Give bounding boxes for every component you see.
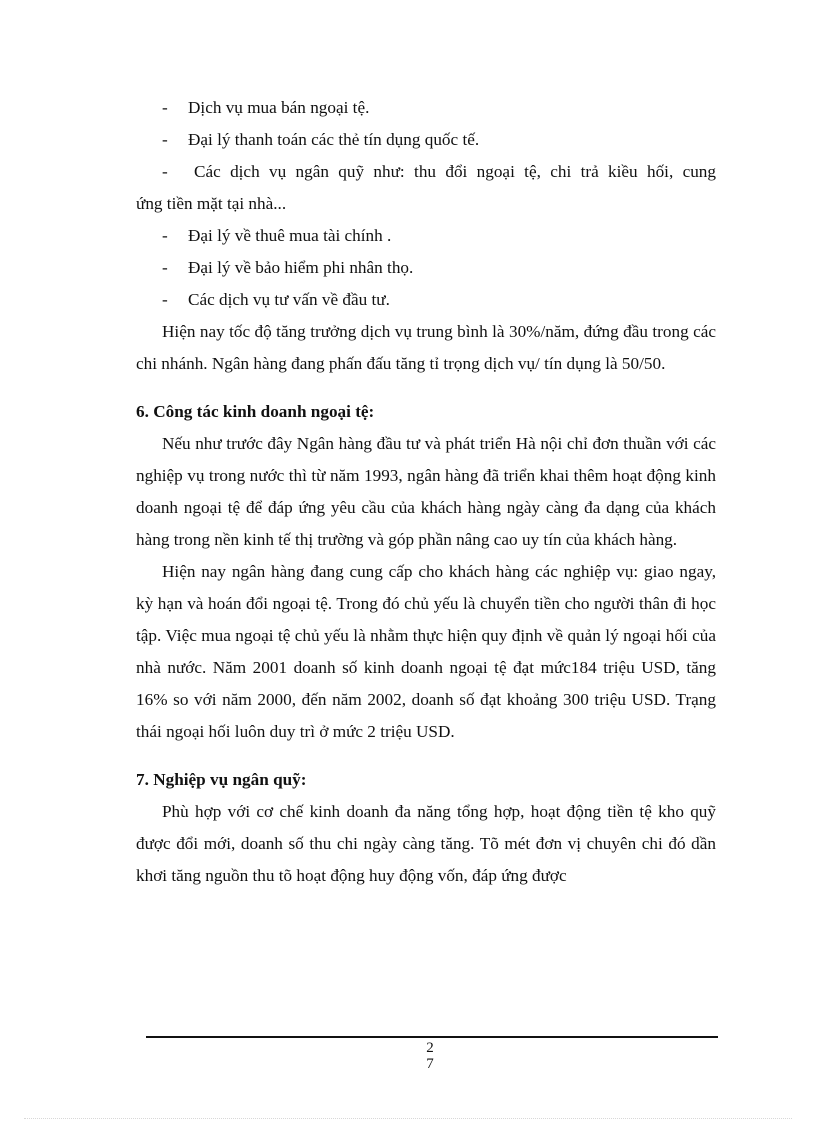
section-6-paragraph-1: Nếu như trước đây Ngân hàng đầu tư và phát triển Hà nội chỉ đơn thuần với các nghiệp vụ trong nước thì từ năm 1993, ngân hàng đã triển khai thêm hoạt động kinh doanh ngoại tệ để đáp ứng yêu cầu của khách hàng ngày càng đa dạng của khách hàng trong nền kinh tế thị trường và góp phần nâng cao uy tín của khách hàng.: [136, 434, 716, 549]
bullet-item-4: [136, 220, 716, 252]
bullet-dash: -: [162, 226, 168, 245]
bullet-text-continued: ứng tiền mặt tại nhà...: [136, 194, 287, 213]
footer-divider: [146, 1036, 718, 1038]
document-body: [136, 92, 716, 892]
bullet-item-5: [136, 252, 716, 284]
section-7-paragraph-1: Phù hợp với cơ chế kinh doanh đa năng tổng hợp, hoạt động tiền tệ kho quỹ được đổi mới, doanh số thu chi ngày càng tăng. Tõ mét đơn vị chuyên chi đó dần khơi tăng nguồn thu tõ hoạt động huy động vốn, đáp ứng được: [136, 802, 716, 885]
bullet-dash: -: [162, 162, 168, 181]
page-edge-divider: [24, 1118, 792, 1119]
bullet-text: Dịch vụ mua bán ngoại tệ.: [188, 98, 370, 117]
bullet-text: Đại lý thanh toán các thẻ tín dụng quốc tế.: [188, 130, 480, 149]
intro-paragraph: Hiện nay tốc độ tăng trưởng dịch vụ trung bình là 30%/năm, đứng đầu trong các chi nhánh. Ngân hàng đang phấn đấu tăng tỉ trọng dịch vụ/ tín dụng là 50/50.: [136, 322, 716, 373]
bullet-item-1: [136, 92, 716, 124]
bullet-text: Đại lý về thuê mua tài chính .: [188, 226, 392, 245]
section-6-paragraph-2: Hiện nay ngân hàng đang cung cấp cho khách hàng các nghiệp vụ: giao ngay, kỳ hạn và hoán đổi ngoại tệ. Trong đó chủ yếu là chuyển tiền cho người thân đi học tập. Việc mua ngoại tệ chủ yếu là nhằm thực hiện quy định về quản lý ngoại hối của nhà nước. Năm 2001 doanh số kinh doanh ngoại tệ đạt mức184 triệu USD, tăng 16% so với năm 2000, đến năm 2002, doanh số đạt khoảng 300 triệu USD. Trạng thái ngoại hối luôn duy trì ở mức 2 triệu USD.: [136, 562, 716, 741]
page-number: [420, 1040, 440, 1072]
bullet-text: Các dịch vụ ngân quỹ như: thu đổi ngoại tệ, chi trả kiều hối, cung: [194, 162, 716, 181]
section-6-heading: 6. Công tác kinh doanh ngoại tệ:: [136, 402, 375, 421]
bullet-dash: -: [162, 130, 168, 149]
bullet-text: Đại lý về bảo hiểm phi nhân thọ.: [188, 258, 414, 277]
bullet-dash: -: [162, 258, 168, 277]
section-7-heading: 7. Nghiệp vụ ngân quỹ:: [136, 770, 307, 789]
bullet-item-2: [136, 124, 716, 156]
bullet-dash: -: [162, 98, 168, 117]
page-number-line-1: 2: [426, 1040, 434, 1056]
bullet-text: Các dịch vụ tư vấn về đầu tư.: [188, 290, 390, 309]
bullet-dash: -: [162, 290, 168, 309]
bullet-item-3: [136, 156, 716, 220]
bullet-item-6: [136, 284, 716, 316]
page-number-line-2: 7: [426, 1056, 434, 1072]
